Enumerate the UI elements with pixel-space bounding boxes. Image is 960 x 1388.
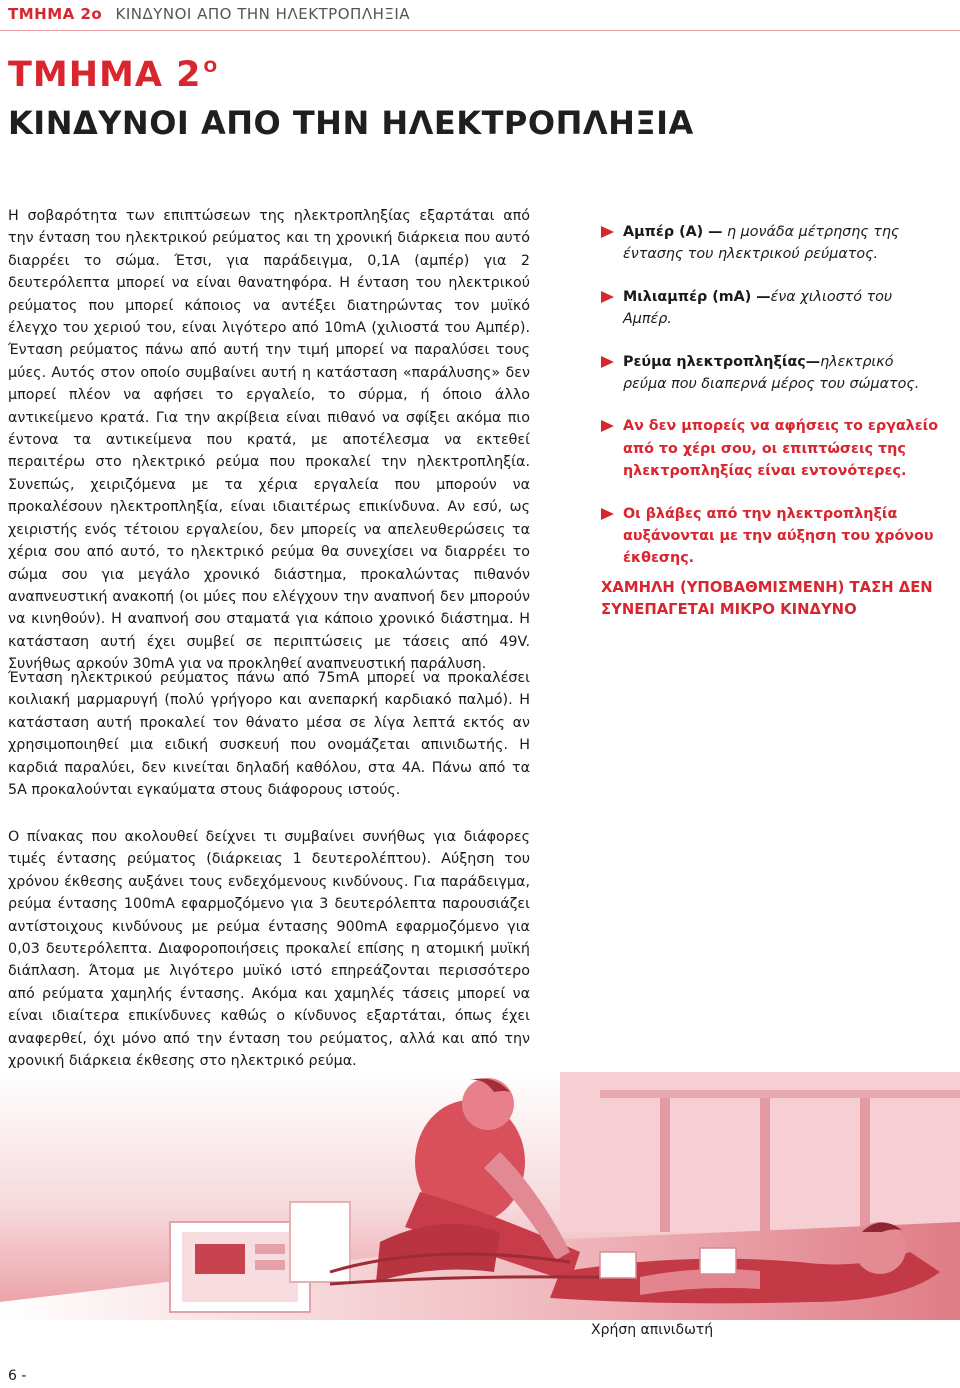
sidebar-item-milliampere: Μιλιαμπέρ (mA) —ένα χιλιοστό του Αμπέρ. <box>601 286 941 331</box>
triangle-bullet-icon <box>601 226 614 238</box>
page-subtitle: ΚΙΝΔΥΝΟΙ ΑΠΟ ΤΗΝ ΗΛΕΚΤΡΟΠΛΗΞΙΑ <box>8 104 694 142</box>
sidebar-item-shock-current: Ρεύμα ηλεκτροπληξίας—ηλεκτρικό ρεύμα που διαπερνά μέρος του σώματος. <box>601 351 941 396</box>
sidebar <box>601 221 941 590</box>
page-number: 6 - <box>8 1368 27 1384</box>
triangle-bullet-icon <box>601 420 614 432</box>
sidebar-item-ampere: Αμπέρ (Α) — η μονάδα μέτρησης της έντασης του ηλεκτρικού ρεύματος. <box>601 221 941 266</box>
triangle-bullet-icon <box>601 356 614 368</box>
sidebar-note-grip: Αν δεν μπορείς να αφήσεις το εργαλείο από το χέρι σου, οι επιπτώσεις της ηλεκτροπληξίας είναι εντονότερες. <box>601 415 941 482</box>
photo-caption: Χρήση απινιδωτή <box>591 1322 714 1338</box>
header-divider <box>0 30 960 31</box>
running-header <box>8 5 410 23</box>
header-section: ΤΜΗΜΑ 2ο <box>8 5 103 23</box>
page-title-ordinal: Ο <box>203 57 219 76</box>
sidebar-note-exposure: Οι βλάβες από την ηλεκτροπληξία αυξάνονται με την αύξηση του χρόνου έκθεσης. <box>601 503 941 570</box>
low-voltage-warning: ΧΑΜΗΛΗ (ΥΠΟΒΑΘΜΙΣΜΕΝΗ) ΤΑΣΗ ΔΕΝ ΣΥΝΕΠΑΓΕΤΑΙ ΜΙΚΡΟ ΚΙΝΔΥΝΟ <box>601 579 933 618</box>
defibrillator-photo <box>0 1072 960 1320</box>
body-paragraph-2: Ένταση ηλεκτρικού ρεύματος πάνω από 75mA μπορεί να προκαλέσει κοιλιακή μαρμαρυγή (πολύ γρήγορο και ανεπαρκή καρδιακό παλμό). Η κατάσταση αυτή προκαλεί τον θάνατο μέσα σε λίγα λεπτά εκτός αν χρησιμοποιηθεί μια ειδική συσκευή που ονομάζεται απινιδωτής. Η καρδιά παραλύει, δεν κινείται δηλαδή καθόλου, στα 4Α. Πάνω από τα 5Α προκαλούνται εγκαύματα στους διάφορους ιστούς. <box>8 670 530 799</box>
triangle-bullet-icon <box>601 508 614 520</box>
page-title <box>8 55 218 95</box>
defibrillator-illustration <box>0 1072 960 1320</box>
body-paragraph-3: Ο πίνακας που ακολουθεί δείχνει τι συμβαίνει συνήθως για διάφορες τιμές έντασης ρεύματος (διάρκειας 1 δευτερολέπτου). Αύξηση του χρόνου έκθεσης αυξάνει τους ενδεχόμενους κινδύνους. Για παράδειγμα, ρεύμα έντασης 100mA εφαρμοζόμενο για 3 δευτερόλεπτα παρουσιάζει αντίστοιχους κινδύνους με ρεύμα έντασης 900mA εφαρμοζόμενο για 0,03 δευτερόλεπτα. Διαφοροποιήσεις προκαλεί επίσης η ατομική μυϊκή διάπλαση. Άτομα με λιγότερο μυϊκό ιστό επηρεάζονται περισσότερο από ρεύματα χαμηλής έντασης. Ακόμα και χαμηλές τάσεις μπορεί να είναι ιδιαίτερα επικίνδυνες καθώς ο κίνδυνος εξαρτάται, όπως έχει αναφερθεί, όχι μόνο από την ένταση του ρεύματος, αλλά και από την χρονική διάρκεια έκθεσης στο ηλεκτρικό ρεύμα. <box>8 829 530 1070</box>
page-title-section: ΤΜΗΜΑ 2 <box>8 55 202 95</box>
body-paragraph-1: Η σοβαρότητα των επιπτώσεων της ηλεκτροπληξίας εξαρτάται από την ένταση του ηλεκτρικού ρεύματος και τη χρονική διάρκεια που αυτό διαρρέει το σώμα. Έτσι, για παράδειγμα, 0,1Α (αμπέρ) για 2 δευτερόλεπτα μπορεί να είναι θανατηφόρα. Η ένταση του ηλεκτρικού ρεύματος που μπορεί κάποιος να αντέξει διατηρώντας τον μυϊκό έλεγχο του χεριού του, είναι λιγότερο από 10mA (χιλιοστά του Αμπέρ). Ένταση ρεύματος πάνω από αυτή την τιμή μπορεί να παραλύσει τους μύες. Αυτός στον οποίο συμβαίνει αυτή η κατάσταση «παράλυσης» δεν μπορεί πλέον να αφήσει το εργαλείο, το σύρμα, ή όποιο άλλο αντικείμενο κρατά. Για την ακρίβεια είναι πιθανό να σφίξει ακόμα πιο έντονα τα αντικείμενα που κρατά, με αποτέλεσμα να εκτεθεί περαιτέρω στο ηλεκτρικό ρεύμα που προκαλεί την ηλεκτροπληξία. Συνεπώς, χειριζόμενα με τα χέρια εργαλεία που μπορούν να προκαλέσουν ηλεκτροπληξία, είναι ιδιαιτέρως επικίνδυνα. Αν εσύ, ως χειριστής ενός τέτοιου εργαλείου, δεν μπορείς να απελευθερώσεις τα χέρια σου από αυτό, το ηλεκτρικό ρεύμα θα συνεχίσει να διαρρέει το σώμα σου για μεγάλο χρονικό διάστημα, προκαλώντας πιθανόν αναπνευστική ανακοπή (οι μύες που ελέγχουν την αναπνοή δεν μπορούν να κινηθούν). Η αναπνοή σου σταματά για κάποιο χρονικό διάστημα. Η κατάσταση αυτή έχει συμβεί σε περιπτώσεις με τάσεις από 49V. Συνήθως αρκούν 30mA για να προκληθεί αναπνευστική παράλυση. <box>8 208 530 673</box>
triangle-bullet-icon <box>601 291 614 303</box>
header-title: ΚΙΝΔΥΝΟΙ ΑΠΟ ΤΗΝ ΗΛΕΚΤΡΟΠΛΗΞΙΑ <box>115 5 411 23</box>
